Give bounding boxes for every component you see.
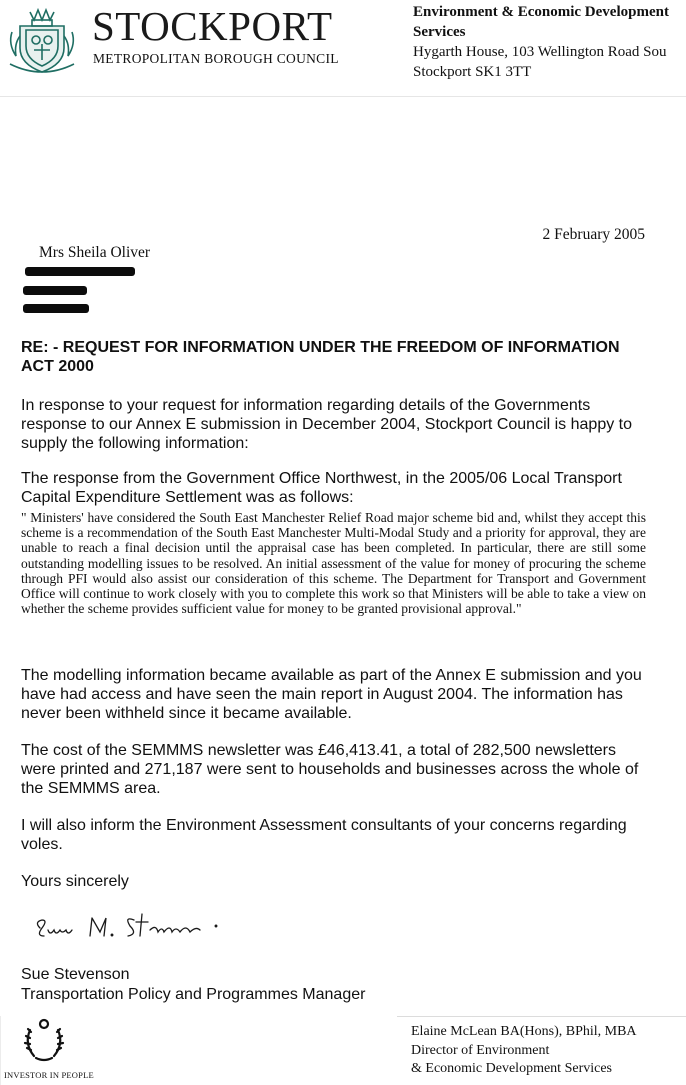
department-line-2: Services [413, 24, 466, 40]
paragraph-modelling-information: The modelling information became available as part of the Annex E submission and you have had access and have seen the main report in August 2004. The information has never been withheld since it became available. [21, 667, 642, 722]
letter-date: 2 February 2005 [542, 226, 645, 243]
redacted-address-line-1 [25, 267, 135, 276]
header-divider [0, 96, 686, 97]
department-line-1: Environment & Economic Development [413, 4, 669, 20]
director-name: Elaine McLean BA(Hons), BPhil, MBA [411, 1024, 637, 1039]
footer-divider [397, 1016, 686, 1017]
signer-name: Sue Stevenson [21, 966, 130, 983]
closing-salutation: Yours sincerely [21, 873, 129, 890]
paragraph-government-response: The response from the Government Office Northwest, in the 2005/06 Local Transport Capital Expenditure Settlement was as follows: [21, 470, 622, 506]
paragraph-request-response: In response to your request for information regarding details of the Governments response to our Annex E submission in December 2004, Stockport Council is happy to supply the following information: [21, 397, 632, 452]
council-name: STOCKPORT [92, 3, 333, 49]
footer-side-rule [0, 1016, 1, 1085]
council-crest-logo [6, 4, 78, 76]
director-title-line-2: & Economic Development Services [411, 1061, 612, 1076]
director-title-line-1: Director of Environment [411, 1042, 550, 1058]
investor-in-people-text: INVESTOR IN PEOPLE [4, 1070, 94, 1080]
department-address-block [413, 2, 686, 82]
paragraph-voles: I will also inform the Environment Assessment consultants of your concerns regarding voles. [21, 817, 627, 853]
director-block [411, 1023, 637, 1079]
redacted-address-line-3 [23, 304, 89, 313]
redacted-address-line-2 [23, 286, 87, 295]
recipient-name: Mrs Sheila Oliver [39, 244, 151, 261]
address-line-1: Hygarth House, 103 Wellington Road Sou [413, 44, 667, 60]
council-subtitle: METROPOLITAN BOROUGH COUNCIL [93, 51, 339, 66]
investor-in-people-logo [22, 1012, 66, 1064]
address-line-2: Stockport SK1 3TT [413, 64, 532, 80]
handwritten-signature [30, 906, 240, 948]
signer-title: Transportation Policy and Programmes Manager [21, 986, 366, 1003]
ministers-quote: " Ministers' have considered the South East Manchester Relief Road major scheme bid and, whilst they accept this scheme is a recommendation of the South East Manchester Multi-Modal Study and a priority for approval, they are unable to reach a final decision until the appraisal case has been completed. In particular, there are still some outstanding modelling issues to be resolved. An initial assessment of the value for money of procuring the scheme through PFI would also assist our consideration of this scheme. The Department for Transport and Government Office will continue to work closely with you to complete this work so that Ministers will be able to take a view on whether the scheme provides sufficient value for money to be granted provisional approval." [21, 510, 646, 617]
letter-subject: RE: - REQUEST FOR INFORMATION UNDER THE FREEDOM OF INFORMATION ACT 2000 [21, 339, 620, 375]
paragraph-newsletter-cost: The cost of the SEMMMS newsletter was £46,413.41, a total of 282,500 newsletters were printed and 271,187 were sent to households and businesses across the whole of the SEMMMS area. [21, 742, 639, 797]
